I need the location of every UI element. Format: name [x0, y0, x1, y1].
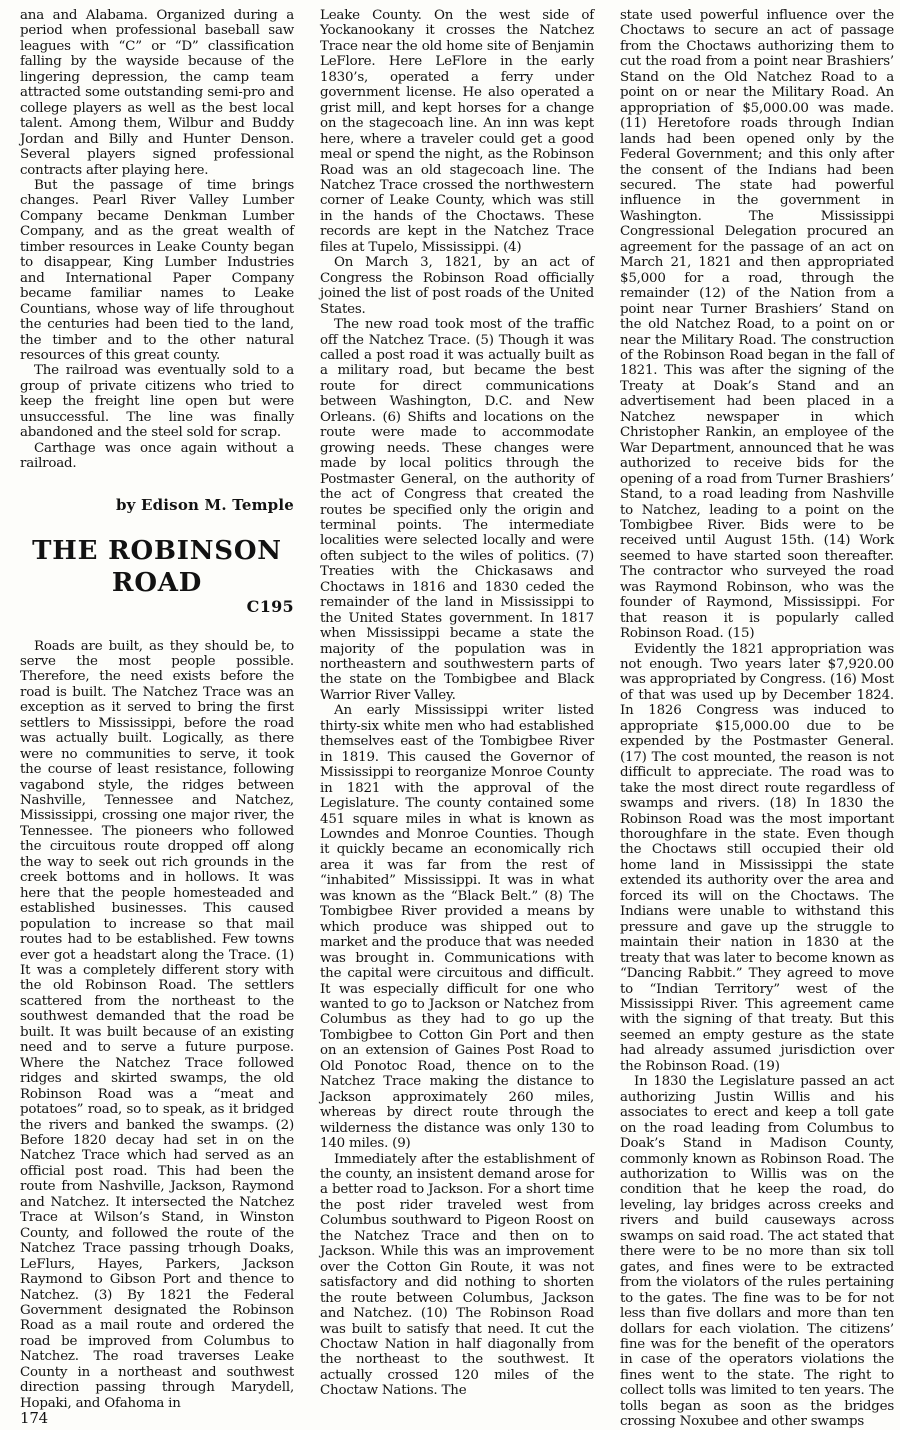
article-code: C195 — [246, 597, 294, 617]
paragraph: But the passage of time brings changes. Pearl River Valley Lumber Company became Denkman Lumber Company, and as the great wealth of timber resources in Leake County began to disappear, King Lumber Industries and International Paper Company became familiar names to Leake Countians, whose way of life throughout the centuries had been tied to the land, the timber and to the other natural resources of this great county. — [20, 177, 294, 363]
column-left — [20, 8, 294, 1428]
paragraph: In 1830 the Legislature passed an act authorizing Justin Willis and his associates to erect and keep a toll gate on the road leading from Columbus to Doak’s Stand in Madison County, commonly known as Robinson Road. The authorization to Willis was on the condition that he keep the road, do leveling, lay bridges across creeks and rivers and build causeways across swamps on said road. The act stated that there were to be no more than six toll gates, and fines were to be extracted from the violators of the rules pertaining to the gates. The fine was to be for not less than five dollars and more than ten dollars for each violation. The citizens’ fine was for the benefit of the operators in case of the operators violations the fines went to the state. The right to collect tolls was limited to ten years. The tolls began as soon as the bridges crossing Noxubee and other swamps — [620, 1074, 894, 1430]
column-middle — [320, 8, 594, 1399]
paragraph: state used powerful influence over the Choctaws to secure an act of passage from the Choctaws authorizing them to cut the road from a point near Brashiers’ Stand on the Old Natchez Road to a point on or near the Military Road. An appropriation of $5,000.00 was made. (11) Heretofore roads through Indian lands had been opened only by the Federal Government; and this only after the consent of the Indians had been secured. The state had powerful influence in the government in Washington. The Mississippi Congressional Delegation procured an agreement for the passage of an act on March 21, 1821 and then appropriated $5,000 for a road, through the remainder (12) of the Nation from a point near Turner Brashiers’ Stand on the old Natchez Road, to a point on or near the Military Road. The construction of the Robinson Road began in the fall of 1821. This was after the signing of the Treaty at Doak’s Stand and an advertisement had been placed in a Natchez newspaper in which Christopher Rankin, an employee of the War Department, announced that he was authorized to receive bids for the opening of a road from Turner Brashiers’ Stand, to a road leading from Nashville to Natchez, leading to a point on the Tombigbee River. Bids were to be received until August 15th. (14) Work seemed to have started soon thereafter. The contractor who surveyed the road was Raymond Robinson, who was the founder of Raymond, Mississippi. For that reason it is popularly called Robinson Road. (15) — [620, 8, 894, 642]
paragraph: An early Mississippi writer listed thirty-six white men who had established themselves east of the Tombigbee River in 1819. This caused the Governor of Mississippi to reorganize Monroe County in 1821 with the approval of the Legislature. The county contained some 451 square miles in what is known as Lowndes and Monroe Counties. Though it quickly became an economically rich area it was far from the rest of “inhabited” Mississippi. It was in what was known as the “Black Belt.” (8) The Tombigbee River provided a means by which produce was shipped out to market and the produce that was needed was brought in. Communications with the capital were circuitous and difficult. It was especially difficult for one who wanted to go to Jackson or Natchez from Columbus as they had to go up the Tombigbee to Cotton Gin Port and then on an extension of Gaines Post Road to Old Ponotoc Road, thence on to the Natchez Trace making the distance to Jackson approximately 260 miles, whereas by direct route through the wilderness the distance was only 130 to 140 miles. (9) — [320, 703, 594, 1152]
paragraph: Immediately after the establishment of the county, an insistent demand arose for a better road to Jackson. For a short time the post rider traveled west from Columbus southward to Pigeon Roost on the Natchez Trace and then on to Jackson. While this was an improvement over the Cotton Gin Route, it was not satisfactory and did nothing to shorten the route between Columbus, Jackson and Natchez. (10) The Robinson Road was built to satisfy that need. It cut the Choctaw Nation in half diagonally from the northeast to the southwest. It actually crossed 120 miles of the Choctaw Nations. The — [320, 1151, 594, 1399]
paragraph: Evidently the 1821 appropriation was not enough. Two years later $7,920.00 was appropriated by Congress. (16) Most of that was used up by December 1824. In 1826 Congress was induced to appropriate $15,000.00 due to be expended by the Postmaster General. (17) The cost mounted, the reason is not difficult to appreciate. The road was to take the most direct route regardless of swamps and rivers. (18) In 1830 the Robinson Road was the most important thoroughfare in the state. Even though the Choctaws still occupied their old home land in Mississippi the state extended its authority over the area and forced its will on the Choctaws. The Indians were unable to withstand this pressure and gave up the struggle to maintain their nation in 1830 at the treaty that was later to become known as “Dancing Rabbit.” They agreed to move to “Indian Territory” west of the Mississippi River. This agreement came with the signing of that treaty. But this seemed an empty gesture as the state had already assumed jurisdiction over the Robinson Road. (19) — [620, 641, 894, 1074]
paragraph: Carthage was once again without a railroad. — [20, 440, 294, 472]
article-title — [20, 535, 294, 599]
column-right — [620, 8, 894, 1430]
paragraph: ana and Alabama. Organized during a period when professional baseball saw leagues with “C” or “D” classification falling by the wayside because of the lingering depression, the camp team attracted some outstanding semi-pro and college players as well as the best local talent. Among them, Wilbur and Buddy Jordan and Billy and Hunter Denson. Several players signed professional contracts after playing here. — [20, 8, 294, 178]
article-byline: by Edison M. Temple — [115, 495, 294, 514]
paragraph: Leake County. On the west side of Yockanookany it crosses the Natchez Trace near the old home site of Benjamin LeFlore. Here LeFlore in the early 1830’s, operated a ferry under government license. He also operated a grist mill, and kept horses for a change on the stagecoach line. An inn was kept here, where a traveler could get a good meal or spend the night, as the Robinson Road was an old stagecoach line. The Natchez Trace crossed the northwestern corner of Leake County, which was still in the hands of the Choctaws. These records are kept in the Natchez Trace files at Tupelo, Mississippi. (4) — [320, 8, 594, 255]
paragraph: On March 3, 1821, by an act of Congress the Robinson Road officially joined the list of post roads of the United States. — [320, 255, 594, 317]
paragraph: Roads are built, as they should be, to serve the most people possible. Therefore, the need exists before the road is built. The Natchez Trace was an exception as it served to bring the first settlers to Mississippi, before the road was actually built. Logically, as there were no communities to serve, it took the course of least resistance, following vagabond style, the ridges between Nashville, Tennessee and Natchez, Mississippi, crossing one major river, the Tennessee. The pioneers who followed the circuitous route dropped off along the way to seek out rich grounds in the creek bottoms and in hollows. It was here that the people homesteaded and established businesses. This caused population to increase so that mail routes had to be established. Few towns ever got a headstart along the Trace. (1) It was a completely different story with the old Robinson Road. The settlers scattered from the northeast to the southwest demanded that the road be built. It was built because of an existing need and to serve a future purpose. Where the Natchez Trace followed ridges and skirted swamps, the old Robinson Road was a “meat and potatoes” road, so to speak, as it bridged the rivers and banked the swamps. (2) Before 1820 decay had set in on the Natchez Trace which had served as an official post road. This had been the route from Nashville, Jackson, Raymond and Natchez. It intersected the Natchez Trace at Wilson’s Stand, in Winston County, and followed the route of the Natchez Trace passing trhough Doaks, LeFlurs, Hayes, Parkers, Jackson Raymond to Gibson Port and thence to Natchez. (3) By 1821 the Federal Government designated the Robinson Road as a mail route and ordered the road be improved from Columbus to Natchez. The road traverses Leake County in a northeast and southwest direction passing through Marydell, Hopaki, and Ofahoma in — [20, 638, 294, 1411]
paragraph: The railroad was eventually sold to a group of private citizens who tried to keep the freight line open but were unsuccessful. The line was finally abandoned and the steel sold for scrap. — [20, 363, 294, 441]
paragraph: The new road took most of the traffic off the Natchez Trace. (5) Though it was called a post road it was actually built as a military road, but became the best route for direct communications between Washington, D.C. and New Orleans. (6) Shifts and locations on the route were made to accommodate growing needs. These changes were made by local politics through the Postmaster General, on the authority of the act of Congress that created the routes be specified only the origin and terminal points. The intermediate localities were selected locally and were often subject to the wiles of politics. (7) Treaties with the Chickasaws and Choctaws in 1816 and 1830 ceded the remainder of the land in Mississippi to the United States government. In 1817 when Mississippi became a state the majority of the population was in northeastern and southwestern parts of the state on the Tombigbee and Black Warrior River Valley. — [320, 317, 594, 703]
article-title-line1: THE ROBINSON — [32, 536, 282, 567]
article-title-line2: ROAD — [111, 568, 203, 599]
page-number: 174 — [20, 1409, 49, 1428]
